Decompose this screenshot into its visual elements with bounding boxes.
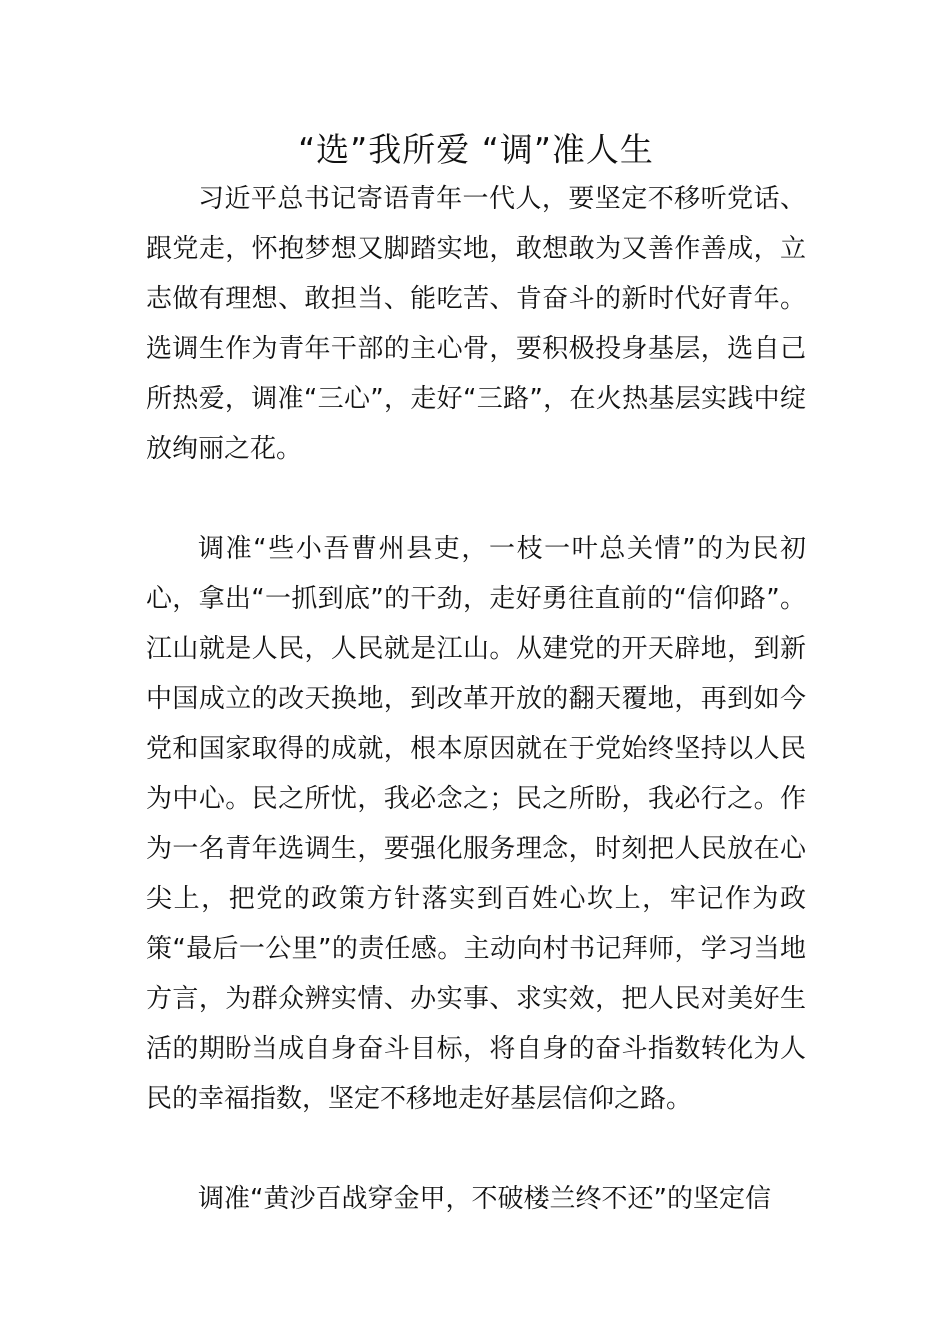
document-title: “选”我所爱 “调”准人生 xyxy=(298,130,654,169)
paragraph-resolve: 调准“黄沙百战穿金甲，不破楼兰终不还”的坚定信 xyxy=(198,1184,771,1214)
document-page xyxy=(146,126,806,1224)
paragraph-intro: 习近平总书记寄语青年一代人，要坚定不移听党话、跟党走，怀抱梦想又脚踏实地，敢想敢为又善作善成，立志做有理想、敢担当、能吃苦、肯奋斗的新时代好青年。选调生作为青年干部的主心骨，要积极投身基层，选自己所热爱，调准“三心”，走好“三路”，在火热基层实践中绽放绚丽之花。 xyxy=(146,184,806,464)
paragraph-spacer xyxy=(146,1124,806,1174)
paragraph-faith-road: 调准“些小吾曹州县吏，一枝一叶总关情”的为民初心，拿出“一抓到底”的干劲，走好勇往直前的“信仰路”。江山就是人民，人民就是江山。从建党的开天辟地，到新中国成立的改天换地，到改革开放的翻天覆地，再到如今党和国家取得的成就，根本原因就在于党始终坚持以人民为中心。民之所忧，我必念之；民之所盼，我必行之。作为一名青年选调生，要强化服务理念，时刻把人民放在心尖上，把党的政策方针落实到百姓心坎上，牢记作为政策“最后一公里”的责任感。主动向村书记拜师，学习当地方言，为群众辨实情、办实事、求实效，把人民对美好生活的期盼当成自身奋斗目标，将自身的奋斗指数转化为人民的幸福指数，坚定不移地走好基层信仰之路。 xyxy=(146,534,806,1114)
paragraph-spacer xyxy=(146,474,806,524)
